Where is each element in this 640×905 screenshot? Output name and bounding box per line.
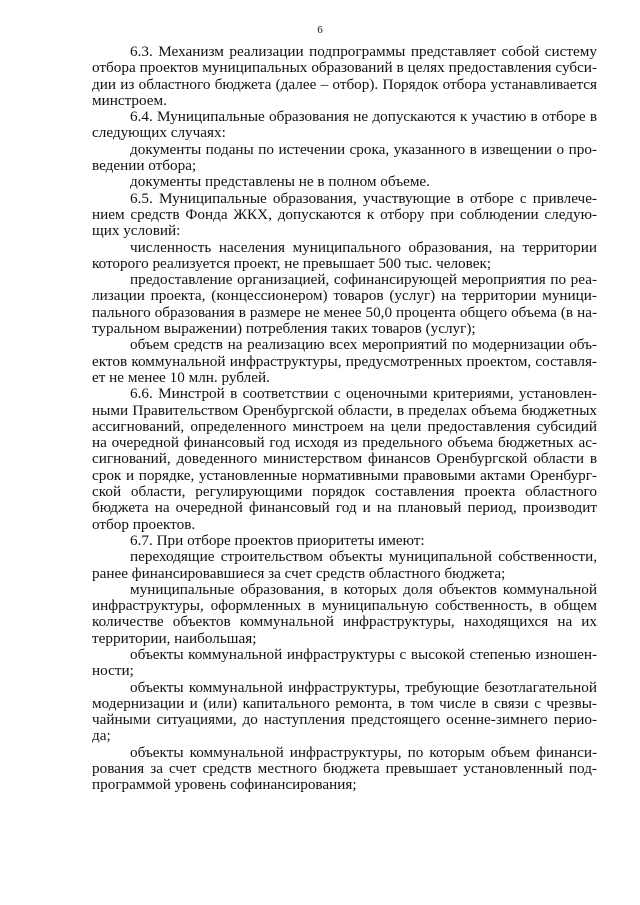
- text-line: сигнований, доведенного министерством финансов Оренбургской области в: [92, 450, 597, 468]
- text-line: срок и порядке, установленные нормативными правовыми актами Оренбург-: [92, 466, 597, 484]
- text-line: численность населения муниципального образования, на территории: [130, 238, 597, 256]
- page-number: 6: [317, 24, 323, 36]
- text-line: 6.6. Минстрой в соответствии с оценочными критериями, установлен-: [130, 385, 597, 403]
- text-line: объекты коммунальной инфраструктуры с высокой степенью изношен-: [130, 645, 597, 663]
- text-line: объекты коммунальной инфраструктуры, требующие безотлагательной: [130, 678, 597, 696]
- text-line: 6.7. При отборе проектов приоритеты имеют:: [130, 531, 425, 549]
- text-line: предоставление организацией, софинансирующей мероприятия по реа-: [130, 271, 597, 289]
- text-line: инфраструктуры, оформленных в муниципальную собственность, в общем: [92, 597, 597, 615]
- text-line: программой уровень софинансирования;: [92, 776, 357, 794]
- text-line: документы поданы по истечении срока, указанного в извещении о про-: [130, 140, 597, 158]
- text-line: ектов коммунальной инфраструктуры, предусмотренных проектом, составля-: [92, 352, 597, 370]
- text-line: 6.3. Механизм реализации подпрограммы представляет собой систему: [130, 43, 597, 60]
- text-line: модернизации и (или) капитального ремонта, в том числе в связи с чрезвы-: [92, 694, 597, 712]
- text-line: дии из областного бюджета (далее – отбор). Порядок отбора устанавливается: [92, 75, 597, 93]
- text-line: территории, наибольшая;: [92, 629, 257, 647]
- text-line: ными Правительством Оренбургской области, в пределах объема бюджетных: [92, 401, 597, 419]
- text-line: документы представлены не в полном объеме.: [130, 173, 430, 191]
- text-line: щих условий:: [92, 222, 181, 240]
- text-line: ности;: [92, 662, 134, 680]
- text-line: объекты коммунальной инфраструктуры, по которым объем финанси-: [130, 743, 597, 761]
- text-line: чайными ситуациями, до наступления предстоящего осенне-зимнего перио-: [92, 711, 597, 729]
- text-line: рования за счет средств местного бюджета превышает установленный под-: [92, 760, 597, 778]
- text-line: переходящие строительством объекты муниципальной собственности,: [130, 548, 597, 566]
- text-line: лизации проекта, (концессионером) товаров (услуг) на территории муници-: [92, 287, 597, 305]
- text-line: ет не менее 10 млн. рублей.: [92, 368, 270, 386]
- text-line: на очередной финансовый год исходя из предельного объема бюджетных ас-: [92, 434, 597, 452]
- text-line: 6.4. Муниципальные образования не допускаются к участию в отборе в: [130, 108, 597, 126]
- text-line: туральном выражении) потребления таких товаров (услуг);: [92, 320, 476, 338]
- text-line: ранее финансировавшиеся за счет средств областного бюджета;: [92, 564, 506, 582]
- text-line: отбор проектов.: [92, 515, 196, 533]
- text-line: да;: [92, 727, 111, 745]
- text-line: минстроем.: [92, 91, 167, 109]
- text-line: которого реализуется проект, не превышает 500 тыс. человек;: [92, 254, 492, 272]
- text-line: количестве объектов коммунальной инфраструктуры, находящихся на их: [92, 613, 597, 631]
- text-line: следующих случаях:: [92, 124, 226, 142]
- text-line: ской области, регулирующими порядок составления проекта областного: [92, 483, 597, 501]
- text-line: объем средств на реализацию всех мероприятий по модернизации объ-: [130, 336, 597, 354]
- text-line: отбора проектов муниципальных образований в целях предоставления субси-: [92, 59, 597, 77]
- text-line: пального образования в размере не менее 50,0 процента общего объема (в на-: [92, 303, 597, 321]
- text-line: нием средств Фонда ЖКХ, допускаются к отбору при соблюдении следую-: [92, 205, 597, 223]
- text-line: муниципальные образования, в которых доля объектов коммунальной: [130, 580, 597, 598]
- text-line: ведении отбора;: [92, 157, 197, 175]
- text-line: бюджета на очередной финансовый год и на плановый период, производит: [92, 499, 597, 517]
- text-line: 6.5. Муниципальные образования, участвующие в отборе с привлече-: [130, 189, 597, 207]
- document-body: [92, 44, 597, 794]
- text-line: ассигнований, определенного минстроем на цели предоставления субсидий: [92, 417, 597, 435]
